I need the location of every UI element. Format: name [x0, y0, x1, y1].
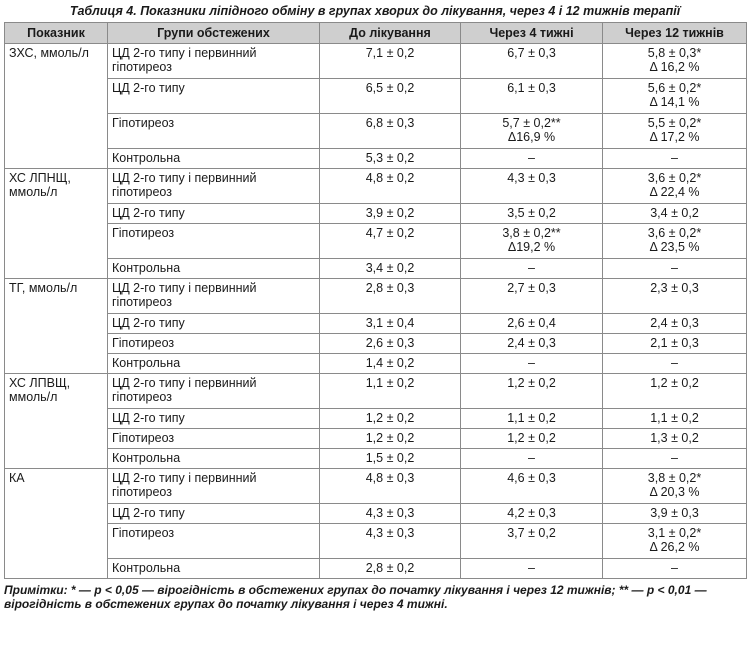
header-week12: Через 12 тижнів	[603, 23, 747, 44]
week4-cell	[461, 374, 603, 409]
before-cell: 6,8 ± 0,3	[320, 114, 461, 149]
before-cell: 4,8 ± 0,3	[320, 469, 461, 504]
group-cell: ЦД 2-го типу і первинний гіпотиреоз	[108, 374, 320, 409]
week12-cell	[603, 429, 747, 449]
week12-value: –	[671, 356, 678, 370]
week12-value: 1,1 ± 0,2	[650, 411, 699, 425]
table-body	[5, 44, 747, 579]
week12-cell	[603, 259, 747, 279]
group-cell: Гіпотиреоз	[108, 429, 320, 449]
indicator-cell: ЗХС, ммоль/л	[5, 44, 108, 169]
group-cell: Гіпотиреоз	[108, 224, 320, 259]
table-row	[5, 449, 747, 469]
before-cell: 3,1 ± 0,4	[320, 314, 461, 334]
week4-cell	[461, 469, 603, 504]
header-indicator: Показник	[5, 23, 108, 44]
week4-value: 4,6 ± 0,3	[507, 471, 556, 485]
week12-cell	[603, 334, 747, 354]
table-row	[5, 114, 747, 149]
week4-delta: Δ19,2 %	[507, 240, 556, 254]
group-cell: ЦД 2-го типу і первинний гіпотиреоз	[108, 279, 320, 314]
week12-cell	[603, 409, 747, 429]
week4-cell	[461, 169, 603, 204]
week12-value: 1,2 ± 0,2	[650, 376, 699, 390]
indicator-cell: ХС ЛПВЩ, ммоль/л	[5, 374, 108, 469]
week4-value: 1,2 ± 0,2	[507, 376, 556, 390]
week12-value: 3,8 ± 0,2*	[647, 471, 702, 485]
week4-value: 4,3 ± 0,3	[507, 171, 556, 185]
table-row	[5, 374, 747, 409]
week4-value: –	[528, 261, 535, 275]
table-row	[5, 429, 747, 449]
week4-cell	[461, 524, 603, 559]
week12-cell	[603, 314, 747, 334]
table-row	[5, 559, 747, 579]
header-groups: Групи обстежених	[108, 23, 320, 44]
week12-cell	[603, 559, 747, 579]
week12-cell	[603, 204, 747, 224]
table-row	[5, 224, 747, 259]
table-row	[5, 334, 747, 354]
week4-cell	[461, 279, 603, 314]
week12-cell	[603, 469, 747, 504]
week4-value: 6,7 ± 0,3	[507, 46, 556, 60]
before-cell: 2,8 ± 0,3	[320, 279, 461, 314]
week4-cell	[461, 559, 603, 579]
week4-value: 5,7 ± 0,2**	[502, 116, 561, 130]
header-row	[5, 23, 747, 44]
table-row	[5, 79, 747, 114]
table-row	[5, 354, 747, 374]
week12-cell	[603, 449, 747, 469]
group-cell: ЦД 2-го типу і первинний гіпотиреоз	[108, 44, 320, 79]
week12-value: 1,3 ± 0,2	[650, 431, 699, 445]
table-row	[5, 149, 747, 169]
week12-value: 2,1 ± 0,3	[650, 336, 699, 350]
before-cell: 4,3 ± 0,3	[320, 504, 461, 524]
week12-cell	[603, 169, 747, 204]
before-cell: 7,1 ± 0,2	[320, 44, 461, 79]
table-row	[5, 169, 747, 204]
week12-value: 5,5 ± 0,2*	[647, 116, 702, 130]
before-cell: 1,2 ± 0,2	[320, 409, 461, 429]
week4-cell	[461, 334, 603, 354]
group-cell: Контрольна	[108, 559, 320, 579]
before-cell: 6,5 ± 0,2	[320, 79, 461, 114]
week4-cell	[461, 429, 603, 449]
week4-value: 3,7 ± 0,2	[507, 526, 556, 540]
group-cell: Контрольна	[108, 149, 320, 169]
week4-cell	[461, 149, 603, 169]
week4-cell	[461, 354, 603, 374]
week4-value: 1,1 ± 0,2	[507, 411, 556, 425]
table-caption: Таблиця 4. Показники ліпідного обміну в групах хворих до лікування, через 4 і 12 тижнів терапії	[69, 4, 681, 18]
indicator-cell: ХС ЛПНЩ, ммоль/л	[5, 169, 108, 279]
group-cell: Гіпотиреоз	[108, 334, 320, 354]
table-row	[5, 44, 747, 79]
before-cell: 5,3 ± 0,2	[320, 149, 461, 169]
week4-value: –	[528, 356, 535, 370]
week4-value: –	[528, 451, 535, 465]
group-cell: ЦД 2-го типу	[108, 504, 320, 524]
group-cell: Гіпотиреоз	[108, 114, 320, 149]
week4-cell	[461, 449, 603, 469]
week4-cell	[461, 504, 603, 524]
before-cell: 3,9 ± 0,2	[320, 204, 461, 224]
before-cell: 4,3 ± 0,3	[320, 524, 461, 559]
week12-cell	[603, 149, 747, 169]
before-cell: 4,8 ± 0,2	[320, 169, 461, 204]
indicator-cell: ТГ, ммоль/л	[5, 279, 108, 374]
week4-cell	[461, 259, 603, 279]
week4-delta: Δ16,9 %	[507, 130, 556, 144]
table-row	[5, 204, 747, 224]
group-cell: ЦД 2-го типу і первинний гіпотиреоз	[108, 169, 320, 204]
week12-cell	[603, 279, 747, 314]
week12-delta: Δ 14,1 %	[649, 95, 700, 109]
week12-value: 5,6 ± 0,2*	[647, 81, 702, 95]
table-row	[5, 279, 747, 314]
group-cell: ЦД 2-го типу	[108, 204, 320, 224]
week12-value: –	[671, 451, 678, 465]
week12-delta: Δ 22,4 %	[649, 185, 700, 199]
header-before: До лікування	[320, 23, 461, 44]
week12-value: 2,4 ± 0,3	[650, 316, 699, 330]
week12-cell	[603, 79, 747, 114]
group-cell: ЦД 2-го типу	[108, 79, 320, 114]
week12-delta: Δ 26,2 %	[649, 540, 700, 554]
group-cell: ЦД 2-го типу і первинний гіпотиреоз	[108, 469, 320, 504]
week12-cell	[603, 224, 747, 259]
table-footnote: Примітки: * — p < 0,05 — вірогідність в обстежених групах до початку лікування і через 12 тижнів; ** — p < 0,01 — вірогідність в обстежених групах до початку лікування і через 4 тижні.	[4, 583, 707, 611]
week12-cell	[603, 524, 747, 559]
week4-value: 4,2 ± 0,3	[507, 506, 556, 520]
week4-value: 3,8 ± 0,2**	[502, 226, 561, 240]
week12-cell	[603, 374, 747, 409]
week12-value: 3,9 ± 0,3	[650, 506, 699, 520]
week4-value: 2,4 ± 0,3	[507, 336, 556, 350]
group-cell: Контрольна	[108, 259, 320, 279]
week12-value: –	[671, 561, 678, 575]
week12-value: 3,6 ± 0,2*	[647, 171, 702, 185]
before-cell: 1,4 ± 0,2	[320, 354, 461, 374]
before-cell: 2,6 ± 0,3	[320, 334, 461, 354]
week4-value: –	[528, 151, 535, 165]
lipid-metabolism-table	[4, 22, 747, 579]
group-cell: Контрольна	[108, 354, 320, 374]
week12-value: 3,6 ± 0,2*	[647, 226, 702, 240]
week12-cell	[603, 44, 747, 79]
group-cell: ЦД 2-го типу	[108, 409, 320, 429]
week4-cell	[461, 409, 603, 429]
week12-delta: Δ 20,3 %	[649, 485, 700, 499]
week12-value: 2,3 ± 0,3	[650, 281, 699, 295]
week12-value: –	[671, 261, 678, 275]
before-cell: 1,1 ± 0,2	[320, 374, 461, 409]
group-cell: Контрольна	[108, 449, 320, 469]
before-cell: 4,7 ± 0,2	[320, 224, 461, 259]
week4-value: 3,5 ± 0,2	[507, 206, 556, 220]
week4-cell	[461, 44, 603, 79]
week4-value: 2,7 ± 0,3	[507, 281, 556, 295]
week4-cell	[461, 114, 603, 149]
week12-value: 3,4 ± 0,2	[650, 206, 699, 220]
before-cell: 1,2 ± 0,2	[320, 429, 461, 449]
week12-value: 3,1 ± 0,2*	[647, 526, 702, 540]
group-cell: ЦД 2-го типу	[108, 314, 320, 334]
table-row	[5, 524, 747, 559]
before-cell: 2,8 ± 0,2	[320, 559, 461, 579]
table-row	[5, 469, 747, 504]
week4-cell	[461, 314, 603, 334]
week12-value: 5,8 ± 0,3*	[647, 46, 702, 60]
before-cell: 3,4 ± 0,2	[320, 259, 461, 279]
week4-value: 1,2 ± 0,2	[507, 431, 556, 445]
week12-delta: Δ 17,2 %	[649, 130, 700, 144]
table-row	[5, 259, 747, 279]
table-row	[5, 504, 747, 524]
header-week4: Через 4 тижні	[461, 23, 603, 44]
table-row	[5, 409, 747, 429]
week12-value: –	[671, 151, 678, 165]
week12-delta: Δ 16,2 %	[649, 60, 700, 74]
week4-value: –	[528, 561, 535, 575]
before-cell: 1,5 ± 0,2	[320, 449, 461, 469]
indicator-cell: КА	[5, 469, 108, 579]
group-cell: Гіпотиреоз	[108, 524, 320, 559]
week4-cell	[461, 224, 603, 259]
table-row	[5, 314, 747, 334]
week12-cell	[603, 354, 747, 374]
week12-cell	[603, 504, 747, 524]
week4-cell	[461, 204, 603, 224]
week12-cell	[603, 114, 747, 149]
week4-value: 2,6 ± 0,4	[507, 316, 556, 330]
week4-cell	[461, 79, 603, 114]
week12-delta: Δ 23,5 %	[649, 240, 700, 254]
week4-value: 6,1 ± 0,3	[507, 81, 556, 95]
